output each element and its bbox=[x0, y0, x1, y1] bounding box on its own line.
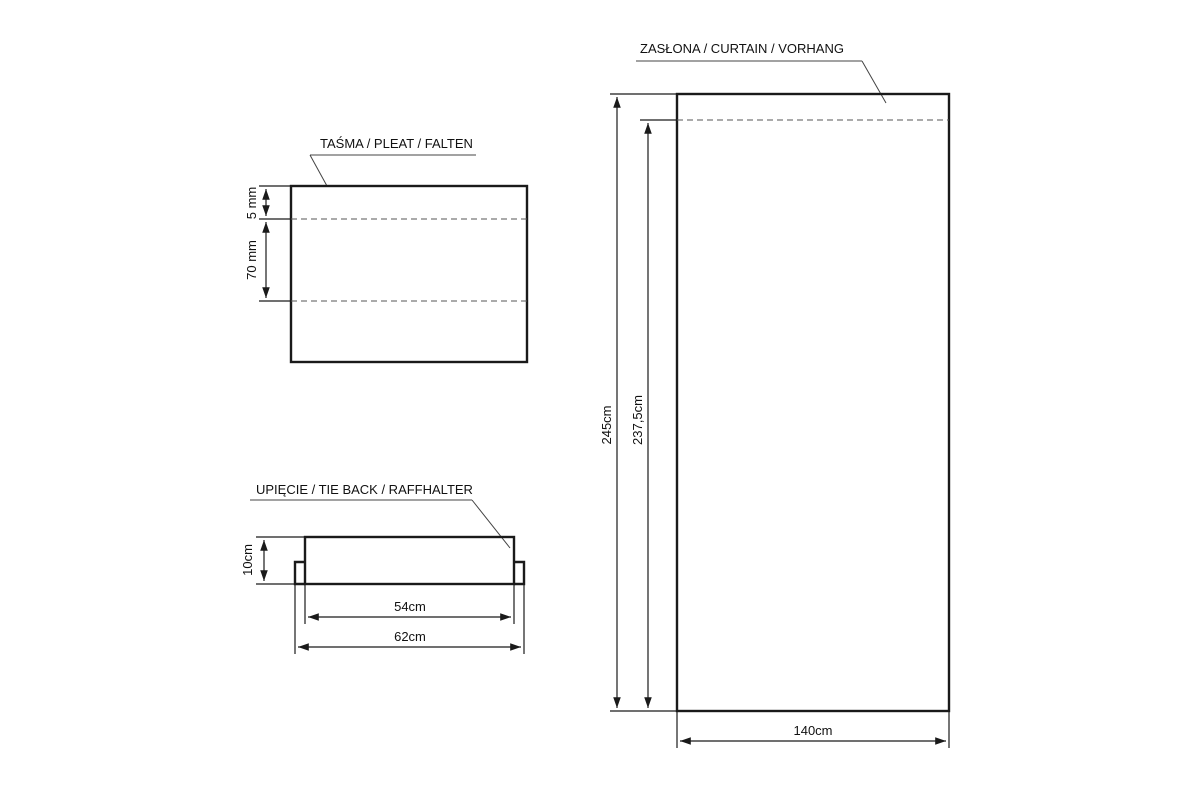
tieback-dim-outer-label: 62cm bbox=[394, 629, 426, 644]
pleat-dim-band-label: 70 mm bbox=[244, 240, 259, 280]
tieback-dim-inner-label: 54cm bbox=[394, 599, 426, 614]
pleat-leader-line bbox=[310, 155, 476, 186]
curtain-dim-total-label: 245cm bbox=[599, 405, 614, 445]
curtain-rect bbox=[677, 94, 949, 711]
pleat-dim-top-label: 5 mm bbox=[244, 186, 259, 220]
tieback-title: UPIĘCIE / TIE BACK / RAFFHALTER bbox=[256, 482, 473, 497]
curtain-dim-inner-label: 237,5cm bbox=[630, 395, 645, 445]
pleat-section bbox=[244, 136, 527, 362]
pleat-title: TAŚMA / PLEAT / FALTEN bbox=[320, 136, 473, 151]
curtain-section bbox=[599, 41, 949, 748]
curtain-leader-line bbox=[636, 61, 886, 103]
tieback-section bbox=[240, 482, 524, 654]
tieback-left-tab bbox=[295, 562, 305, 584]
tieback-band-rect bbox=[305, 537, 514, 584]
pleat-rect bbox=[291, 186, 527, 362]
curtain-title: ZASŁONA / CURTAIN / VORHANG bbox=[640, 41, 844, 56]
tieback-leader-line bbox=[250, 500, 510, 548]
curtain-dim-width-label: 140cm bbox=[793, 723, 833, 738]
tieback-right-tab bbox=[514, 562, 524, 584]
tieback-dim-height-label: 10cm bbox=[240, 544, 255, 576]
